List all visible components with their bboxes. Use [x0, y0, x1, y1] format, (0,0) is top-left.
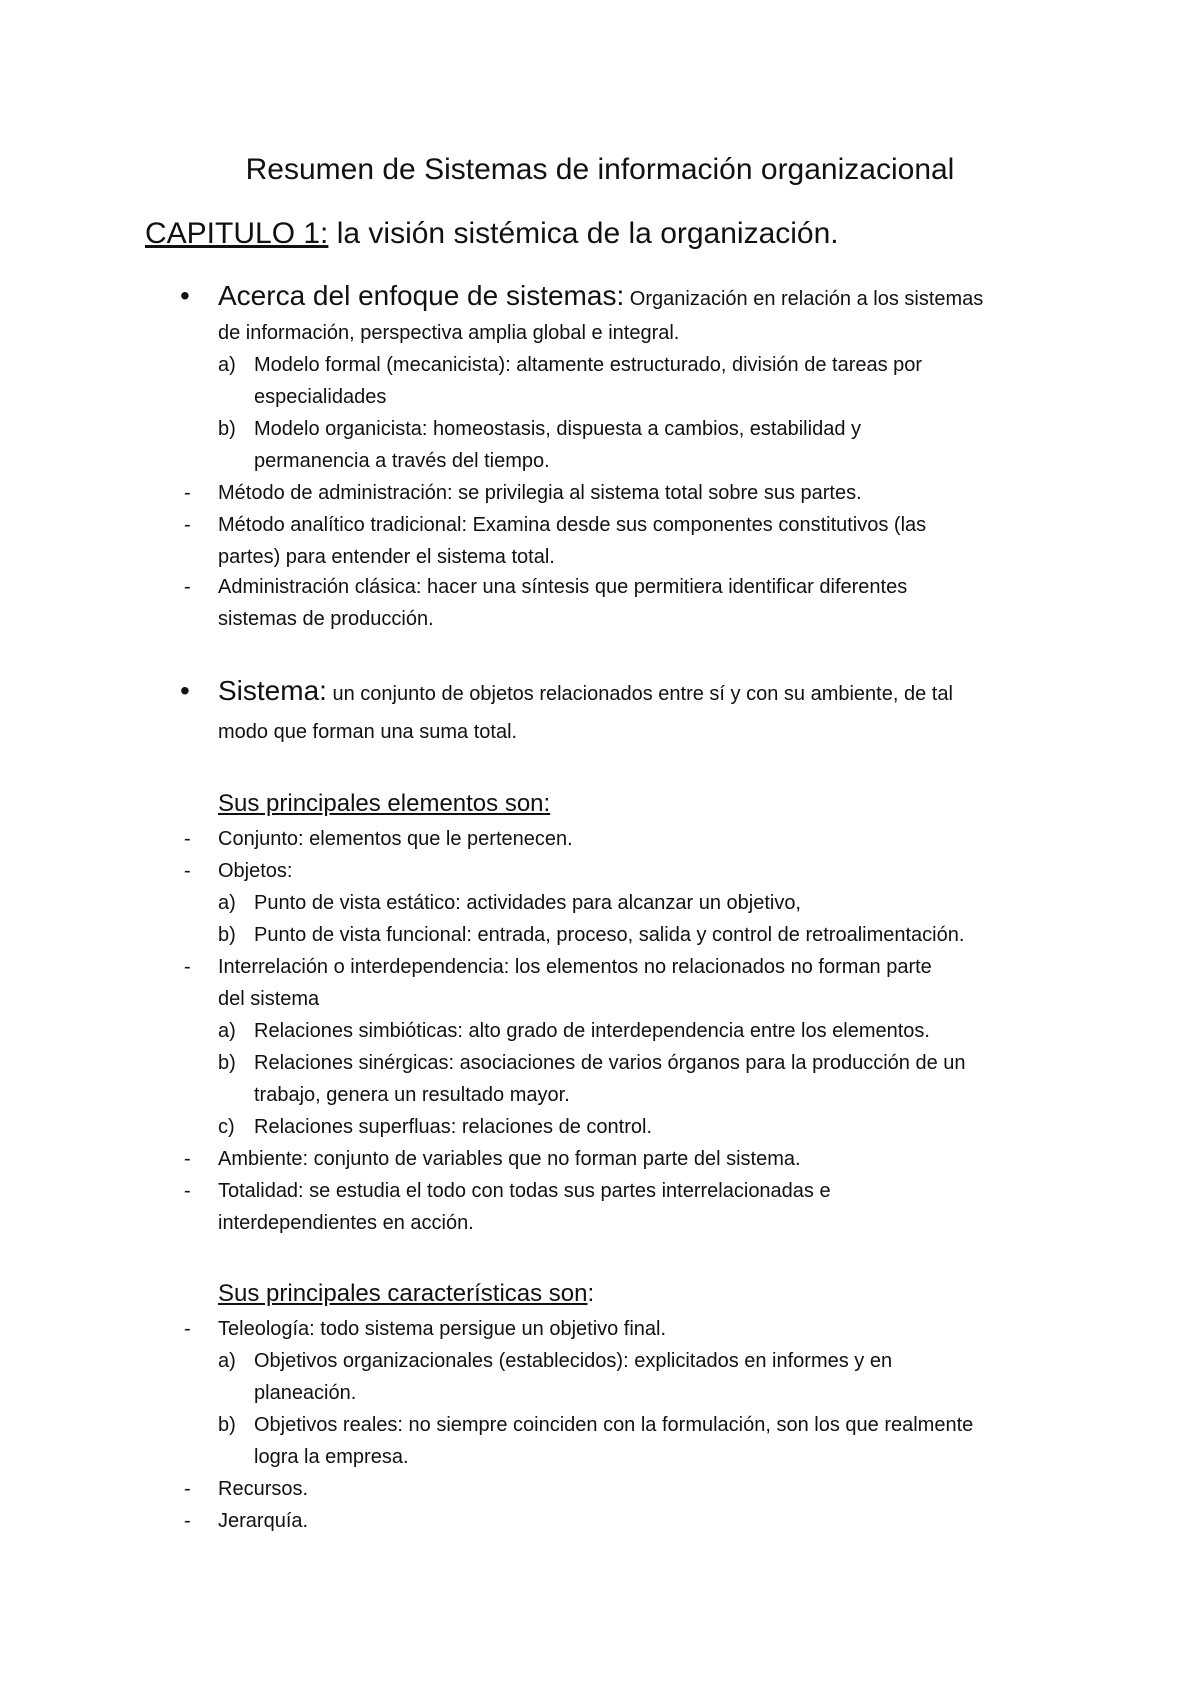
list-item: Totalidad: se estudia el todo con todas sus partes interrelacionadas e	[218, 1180, 831, 1202]
list-item: Relaciones superfluas: relaciones de control.	[254, 1116, 652, 1138]
bullet-marker: •	[180, 675, 190, 706]
list-item	[218, 280, 983, 315]
list-item: Método de administración: se privilegia al sistema total sobre sus partes.	[218, 482, 862, 504]
subsection-heading: Sus principales elementos son:	[218, 790, 551, 817]
chapter-label: CAPITULO 1:	[145, 217, 329, 250]
text-line: permanencia a través del tiempo.	[254, 450, 550, 472]
dash-marker: -	[184, 828, 191, 850]
list-marker: a)	[218, 1350, 236, 1372]
list-item: Teleología: todo sistema persigue un objetivo final.	[218, 1318, 667, 1340]
dash-marker: -	[184, 1478, 191, 1500]
text-line: modo que forman una suma total.	[218, 721, 518, 743]
list-item: Recursos.	[218, 1478, 309, 1500]
list-marker: b)	[218, 1414, 236, 1436]
list-item: Conjunto: elementos que le pertenecen.	[218, 828, 573, 850]
dash-marker: -	[184, 576, 191, 598]
list-item: Objetivos reales: no siempre coinciden con la formulación, son los que realmente	[254, 1414, 974, 1436]
list-item: Jerarquía.	[218, 1510, 309, 1532]
list-item	[218, 675, 953, 710]
text-line: un conjunto de objetos relacionados entre sí y con su ambiente, de tal	[326, 683, 953, 705]
subsection-heading-text: Sus principales características son	[218, 1280, 588, 1307]
chapter-heading	[145, 214, 839, 254]
list-item: Relaciones sinérgicas: asociaciones de varios órganos para la producción de un	[254, 1052, 966, 1074]
list-item: Modelo organicista: homeostasis, dispuesta a cambios, estabilidad y	[254, 418, 861, 440]
text-line: Organización en relación a los sistemas	[624, 288, 984, 310]
chapter-text: la visión sistémica de la organización.	[328, 217, 839, 250]
dash-marker: -	[184, 956, 191, 978]
text-line: planeación.	[254, 1382, 357, 1404]
list-item: Objetivos organizacionales (establecidos): explicitados en informes y en	[254, 1350, 893, 1372]
dash-marker: -	[184, 514, 191, 536]
list-item: Método analítico tradicional: Examina desde sus componentes constitutivos (las	[218, 514, 927, 536]
list-marker: b)	[218, 924, 236, 946]
heading-colon: :	[587, 1280, 595, 1307]
dash-marker: -	[184, 1148, 191, 1170]
list-marker: b)	[218, 418, 236, 440]
dash-marker: -	[184, 1180, 191, 1202]
list-marker: c)	[218, 1116, 235, 1138]
list-marker: a)	[218, 892, 236, 914]
list-item: Relaciones simbióticas: alto grado de interdependencia entre los elementos.	[254, 1020, 930, 1042]
list-item: Administración clásica: hacer una síntesis que permitiera identificar diferentes	[218, 576, 908, 598]
list-item: Interrelación o interdependencia: los elementos no relacionados no forman parte	[218, 956, 932, 978]
list-item: Ambiente: conjunto de variables que no forman parte del sistema.	[218, 1148, 801, 1170]
list-marker: b)	[218, 1052, 236, 1074]
subsection-heading	[218, 1278, 594, 1311]
bullet-marker: •	[180, 280, 190, 311]
text-line: del sistema	[218, 988, 320, 1010]
list-marker: a)	[218, 354, 236, 376]
text-line: logra la empresa.	[254, 1446, 409, 1468]
list-item: Modelo formal (mecanicista): altamente estructurado, división de tareas por	[254, 354, 923, 376]
list-item: Punto de vista estático: actividades para alcanzar un objetivo,	[254, 892, 801, 914]
dash-marker: -	[184, 482, 191, 504]
text-line: sistemas de producción.	[218, 608, 434, 630]
section-heading: Sistema:	[218, 675, 327, 706]
document-title: Resumen de Sistemas de información organizacional	[245, 153, 955, 186]
text-line: especialidades	[254, 386, 387, 408]
dash-marker: -	[184, 1510, 191, 1532]
list-item: Objetos:	[218, 860, 293, 882]
section-heading: Acerca del enfoque de sistemas:	[218, 280, 625, 311]
text-line: de información, perspectiva amplia global e integral.	[218, 322, 680, 344]
text-line: interdependientes en acción.	[218, 1212, 474, 1234]
text-line: trabajo, genera un resultado mayor.	[254, 1084, 570, 1106]
dash-marker: -	[184, 860, 191, 882]
dash-marker: -	[184, 1318, 191, 1340]
list-marker: a)	[218, 1020, 236, 1042]
text-line: partes) para entender el sistema total.	[218, 546, 555, 568]
list-item: Punto de vista funcional: entrada, proceso, salida y control de retroalimentación.	[254, 924, 965, 946]
